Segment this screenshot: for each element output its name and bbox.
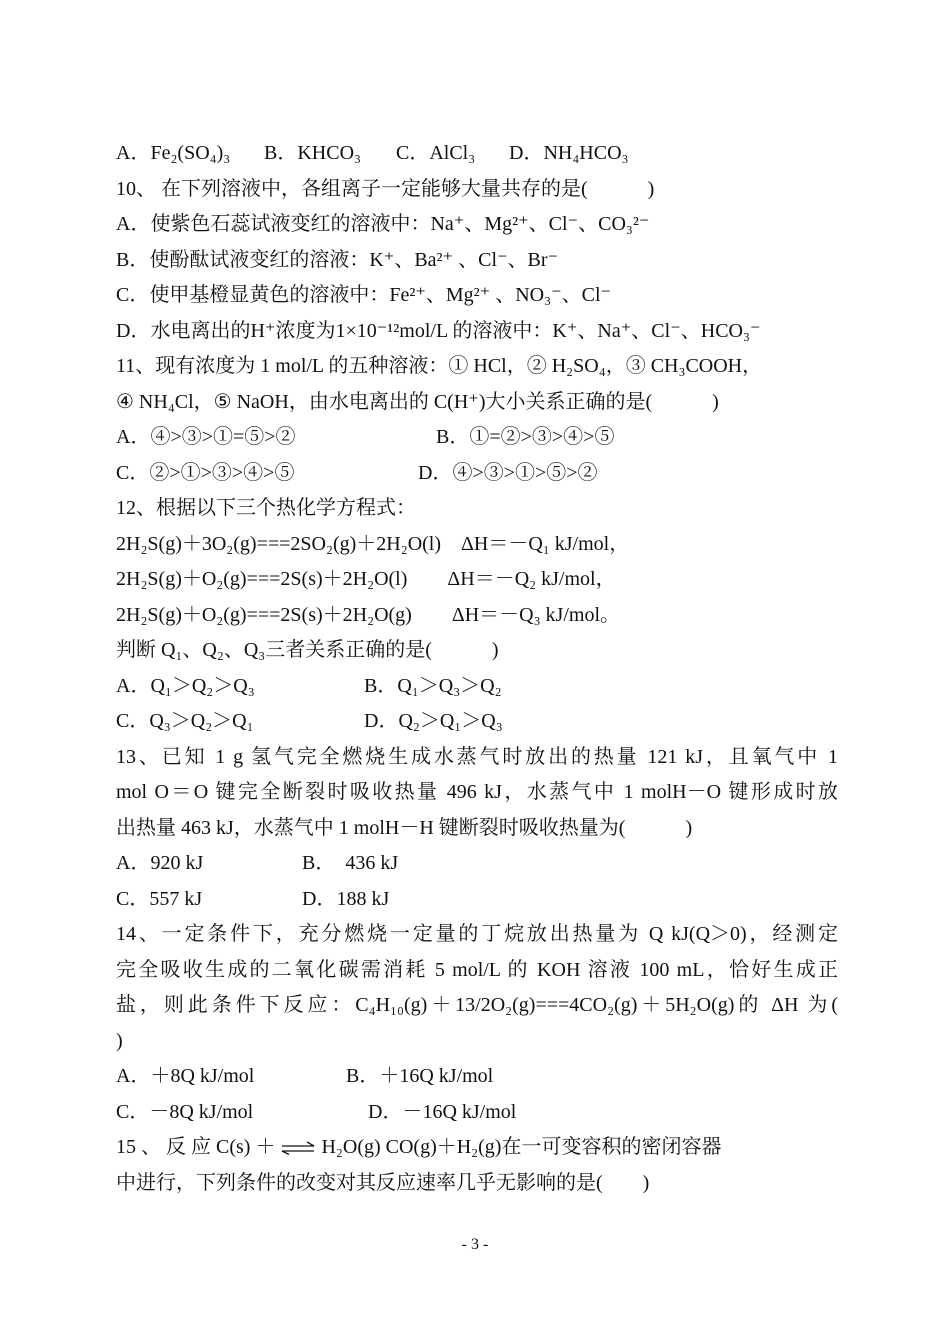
q10-stem: 10、 在下列溶液中，各组离子一定能够大量共存的是( )	[116, 177, 655, 200]
document-page	[116, 136, 838, 1201]
option-b: B．KHCO₃	[264, 142, 361, 164]
q14-line4: )	[116, 1029, 123, 1052]
option-a: A．④>③>①=⑤>②	[116, 426, 296, 448]
q12-stem: 12、根据以下三个热化学方程式：	[116, 497, 416, 519]
q14-line1: 14、一定条件下，充分燃烧一定量的丁烷放出热量为 Q kJ(Q＞0)，经测定	[116, 923, 838, 945]
option-c: C．②>①>③>④>⑤	[116, 461, 295, 484]
equilibrium-arrow-icon	[280, 1141, 316, 1155]
option-d: D．Q₂＞Q₁＞Q₃	[364, 710, 503, 732]
q15-line2: 中进行，下列条件的改变对其反应速率几乎无影响的是( )	[116, 1171, 650, 1194]
option-b: B．Q₁＞Q₃＞Q₂	[364, 674, 502, 697]
option-b: B． 436 kJ	[302, 852, 399, 874]
option-b: B．＋16Q kJ/mol	[346, 1065, 494, 1087]
q14-line3: 盐，则此条件下反应：C₄H₁₀(g)＋13/2O₂(g)===4CO₂(g)＋5H₂O(g)的 ΔH 为(	[116, 994, 838, 1016]
option-b: B．①=②>③>④>⑤	[436, 426, 615, 448]
q12-equation-1: 2H₂S(g)＋3O₂(g)===2SO₂(g)＋2H₂O(l) ΔH＝－Q₁ kJ/mol，	[116, 532, 630, 555]
q14-options-ab	[116, 1059, 838, 1095]
option-d: D．NH₄HCO₃	[509, 142, 629, 164]
option-a: A．Q₁＞Q₂＞Q₃	[116, 674, 255, 697]
q15-line1-post: H₂O(g) CO(g)＋H₂(g)在一可变容积的密闭容器	[321, 1136, 722, 1158]
q15-line1	[116, 1130, 838, 1166]
q13-line1: 13、已知 1 g 氢气完全燃烧生成水蒸气时放出的热量 121 kJ，且氧气中 1	[116, 745, 838, 768]
option-a: A．920 kJ	[116, 852, 204, 874]
q14-line2: 完全吸收生成的二氧化碳需消耗 5 mol/L 的 KOH 溶液 100 mL，恰好生成正	[116, 958, 838, 981]
q11-stem-line2: ④ NH₄Cl，⑤ NaOH，由水电离出的 C(H⁺)大小关系正确的是( )	[116, 390, 719, 413]
q14-options-cd	[116, 1095, 838, 1131]
q15-line1-pre: 15 、 反 应 C(s) ＋	[116, 1136, 276, 1158]
q11-options-ab	[116, 420, 838, 456]
q11-stem-line1: 11、现有浓度为 1 mol/L 的五种溶液：① HCl，② H₂SO₄，③ CH₃COOH，	[116, 355, 763, 377]
option-d: D．④>③>①>⑤>②	[418, 461, 598, 484]
option-c: C．－8Q kJ/mol	[116, 1100, 254, 1123]
q13-line3: 出热量 463 kJ，水蒸气中 1 molH－H 键断裂时吸收热量为( )	[116, 816, 693, 839]
option-d: D．－16Q kJ/mol	[368, 1100, 517, 1123]
q12-options-ab	[116, 669, 838, 705]
q13-line2: mol O＝O 键完全断裂时吸收热量 496 kJ，水蒸气中 1 molH－O 键形成时放	[116, 781, 838, 803]
q12-equation-2: 2H₂S(g)＋O₂(g)===2S(s)＋2H₂O(l) ΔH＝－Q₂ kJ/mol，	[116, 568, 616, 590]
q13-options-cd	[116, 882, 838, 918]
q12-options-cd	[116, 704, 838, 740]
q13-options-ab	[116, 846, 838, 882]
option-d: D．188 kJ	[302, 887, 390, 910]
q12-judge: 判断 Q₁、Q₂、Q₃三者关系正确的是( )	[116, 639, 499, 661]
q10-option-b: B．使酚酞试液变红的溶液：K⁺、Ba²⁺ 、Cl⁻、Br⁻	[116, 248, 559, 271]
q11-options-cd	[116, 456, 838, 492]
option-a: A．Fe₂(SO₄)₃	[116, 142, 231, 164]
q10-option-d: D．水电离出的H⁺浓度为1×10⁻¹²mol/L 的溶液中：K⁺、Na⁺、Cl⁻、HCO₃⁻	[116, 319, 761, 342]
option-a: A．＋8Q kJ/mol	[116, 1065, 255, 1087]
q10-option-a: A．使紫色石蕊试液变红的溶液中：Na⁺、Mg²⁺、Cl⁻、CO₃²⁻	[116, 213, 650, 235]
q10-option-c: C．使甲基橙显黄色的溶液中：Fe²⁺、Mg²⁺ 、NO₃⁻、Cl⁻	[116, 284, 612, 306]
q12-equation-3: 2H₂S(g)＋O₂(g)===2S(s)＋2H₂O(g) ΔH＝－Q₃ kJ/mol。	[116, 603, 621, 626]
option-c: C．AlCl₃	[396, 142, 476, 164]
option-c: C．557 kJ	[116, 887, 203, 910]
page-number: - 3 -	[461, 1236, 489, 1253]
q9-options	[116, 136, 838, 172]
option-c: C．Q₃＞Q₂＞Q₁	[116, 710, 254, 732]
